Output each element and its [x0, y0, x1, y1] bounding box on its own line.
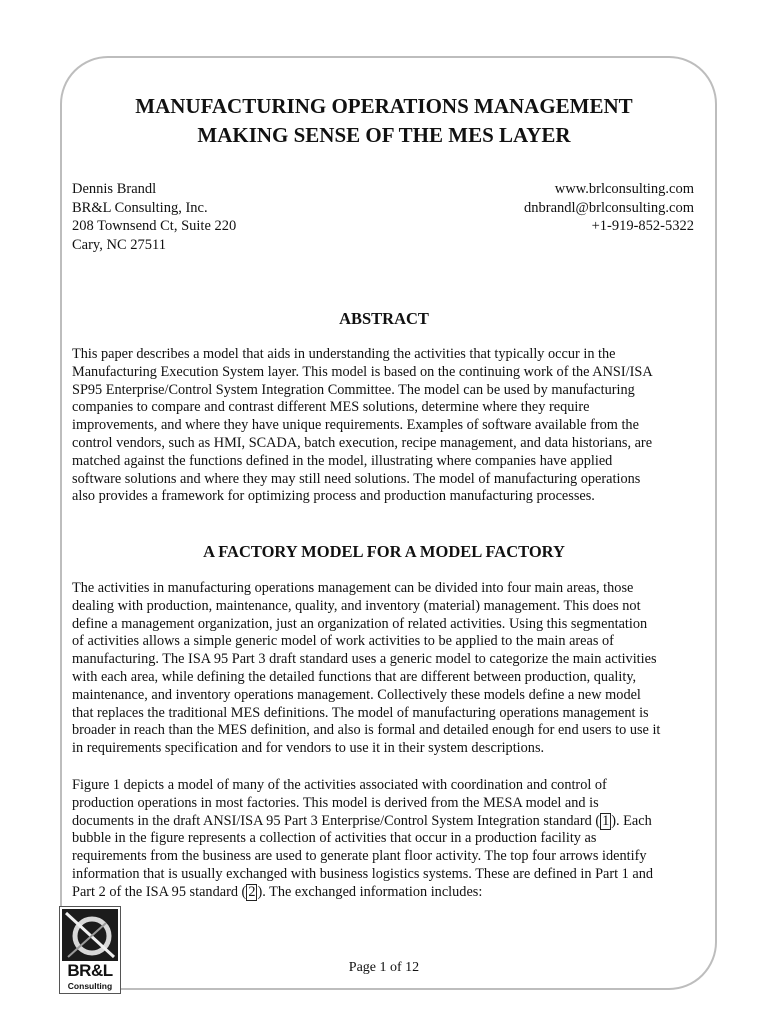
abstract-heading: ABSTRACT: [339, 309, 429, 328]
title-line-1: MANUFACTURING OPERATIONS MANAGEMENT: [135, 94, 633, 118]
logo-name: BR&L: [67, 961, 113, 980]
body-line: that replaces the traditional MES definitions. The model of manufacturing operations management is: [72, 704, 649, 721]
abstract-line: companies to compare and contrast different MES solutions, determine where they require: [72, 399, 590, 416]
body-line: manufacturing. The ISA 95 Part 3 draft standard uses a generic model to categorize the main activities: [72, 651, 657, 668]
body-text: documents in the draft ANSI/ISA 95 Part 3 Enterprise/Control System Integration standard (: [72, 812, 601, 829]
author-address-line-1: 208 Townsend Ct, Suite 220: [72, 218, 237, 234]
body-line: requirements from the business are used to generate plant floor activity. The top four arrows identify: [72, 848, 647, 865]
abstract-line: control vendors, such as HMI, SCADA, batch execution, recipe management, and data historians, are: [72, 434, 653, 451]
contact-block: [524, 180, 694, 236]
section-heading: A FACTORY MODEL FOR A MODEL FACTORY: [203, 542, 565, 561]
citation-link-1[interactable]: 1: [602, 812, 610, 829]
body-text: ). Each: [611, 812, 652, 829]
abstract-line: Manufacturing Execution System layer. This model is based on the continuing work of the ANSI/ISA: [72, 363, 653, 380]
body-line: information that is usually exchanged with business logistics systems. These are defined in Part 1 and: [72, 865, 654, 882]
body-line: Figure 1 depicts a model of many of the activities associated with coordination and control of: [72, 777, 607, 793]
body-line: [72, 813, 698, 831]
author-company: BR&L Consulting, Inc.: [72, 199, 208, 216]
body-line: broader in reach than the MES definition, and also is formal and detailed enough for end users to use it: [72, 722, 661, 739]
body-text: Part 2 of the ISA 95 standard (: [72, 883, 247, 900]
author-email[interactable]: dnbrandl@brlconsulting.com: [523, 199, 694, 216]
body-line: bubble in the figure represents a collection of activities that occur in a production facility as: [72, 830, 597, 847]
author-website[interactable]: www.brlconsulting.com: [554, 181, 694, 197]
author-address-line-2: Cary, NC 27511: [72, 236, 166, 253]
logo-mark-icon: [62, 909, 118, 961]
abstract-line: SP95 Enterprise/Control System Integration Committee. The model can be used by manufacturing: [72, 381, 635, 398]
abstract-line: also provides a framework for optimizing process and production manufacturing processes.: [72, 488, 595, 505]
body-line: define a management organization, just an organization of related activities. Using this segmentation: [72, 615, 648, 632]
logo-subtitle: Consulting: [67, 981, 113, 991]
paper-title: [72, 92, 696, 150]
company-logo: [59, 906, 121, 994]
author-phone: +1-919-852-5322: [591, 218, 694, 234]
abstract-line: improvements, and where they have unique requirements. Examples of software available from the: [72, 417, 639, 434]
abstract-line: matched against the functions defined in the model, illustrating where companies have applied: [72, 452, 613, 469]
author-name: Dennis Brandl: [72, 181, 157, 197]
body-line: The activities in manufacturing operations management can be divided into four main areas, those: [72, 580, 634, 596]
page-number: Page 1 of 12: [348, 960, 420, 975]
citation-link-2[interactable]: 2: [248, 883, 256, 900]
title-line-2: MAKING SENSE OF THE MES LAYER: [197, 123, 571, 147]
body-line: in requirements specification and for vendors to use it in their system descriptions.: [72, 740, 545, 757]
body-line: production operations in most factories. This model is derived from the MESA model and is: [72, 794, 599, 811]
author-block: [72, 180, 236, 254]
abstract-line: This paper describes a model that aids in understanding the activities that typically occur in the: [72, 346, 616, 362]
abstract-line: software solutions and where they may still need solutions. The model of manufacturing operations: [72, 470, 641, 487]
body-line: [72, 884, 698, 902]
body-paragraph-1: [72, 580, 698, 758]
body-line: with each area, while defining the detailed functions that are different between production, quality,: [72, 668, 637, 685]
body-line: maintenance, and inventory operations management. Collectively these models define a new model: [72, 686, 641, 703]
body-text: ). The exchanged information includes:: [257, 883, 483, 900]
body-paragraph-2: [72, 777, 698, 902]
body-line: dealing with production, maintenance, quality, and inventory (material) management. This does not: [72, 597, 641, 614]
abstract-paragraph: [72, 346, 698, 506]
body-line: of activities allows a simple generic model of work activities to be applied to the main areas of: [72, 633, 614, 650]
